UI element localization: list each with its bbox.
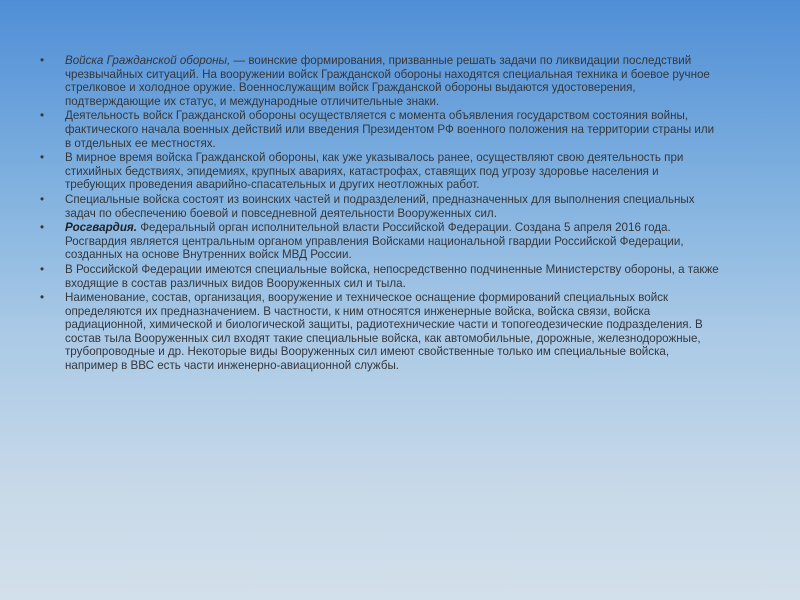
paragraph-text: Федеральный орган исполнительной власти Российской Федерации. Создана 5 апреля 2016 года. Росгвардия является центральным органом управления Войсками национальной гвардии Российской Федерации, созданных на основе Внутренних войск МВД России. [65, 221, 684, 262]
paragraph-lead: Росгвардия. [65, 221, 137, 235]
bullet-item [36, 263, 721, 290]
paragraph-text: — воинские формирования, призванные решать задачи по ликвидации последствий чрезвычайных ситуаций. На вооружении войск Гражданской обороны находятся специальная техника и боевое ручное стрелковое и холодное оружие. Военнослужащим войск Гражданской обороны выдаются удостоверения, подтверждающие их статус, и международные отличительные знаки. [65, 54, 710, 108]
bullet-item [36, 109, 721, 150]
paragraph-text: В Российской Федерации имеются специальные войска, непосредственно подчиненные Министерству обороны, а также входящие в состав различных видов Вооруженных сил и тыла. [65, 262, 719, 290]
bullet-marker: • [39, 192, 45, 206]
bullet-marker: • [39, 109, 45, 123]
paragraph-lead: Войска Гражданской обороны, [65, 54, 231, 67]
bullet-marker: • [39, 151, 45, 165]
bullet-marker: • [39, 221, 45, 235]
bullet-list [36, 54, 721, 374]
bullet-item [36, 221, 721, 262]
paragraph-text: Специальные войска состоят из воинских частей и подразделений, предназначенных для выполнения специальных задач по обеспечению боевой и повседневной деятельности Вооруженных сил. [65, 192, 695, 220]
bullet-item [36, 291, 721, 373]
paragraph-text: Наименование, состав, организация, вооружение и техническое оснащение формирований специальных войск определяются их предназначением. В частности, к ним относятся инженерные войска, войска связи, войска радиационной, химической и биологической защиты, радиотехнические части и топогеодезические подразделения. В состав тыла Вооруженных сил входят такие специальные войска, как автомобильные, дорожные, железнодорожные, трубопроводные и др. Некоторые виды Вооруженных сил имеют свойственные только им специальные войска, например в ВВС есть части инженерно-авиационной службы. [65, 291, 703, 373]
bullet-item [36, 151, 721, 192]
paragraph-text: В мирное время войска Гражданской обороны, как уже указывалось ранее, осуществляют свою деятельность при стихийных бедствиях, эпидемиях, крупных авариях, катастрофах, ставящих под угрозу здоровье населения и требующих проведения аварийно-спасательных и других неотложных работ. [65, 151, 684, 192]
bullet-item [36, 54, 721, 108]
paragraph-text: Деятельность войск Гражданской обороны осуществляется с момента объявления государством состояния войны, фактического начала военных действий или введения Президентом РФ военного положения на территории страны или в отдельных ее местностях. [65, 109, 715, 150]
bullet-marker: • [39, 54, 45, 67]
bullet-marker: • [39, 291, 45, 305]
bullet-marker: • [39, 262, 45, 276]
bullet-item [36, 193, 721, 220]
